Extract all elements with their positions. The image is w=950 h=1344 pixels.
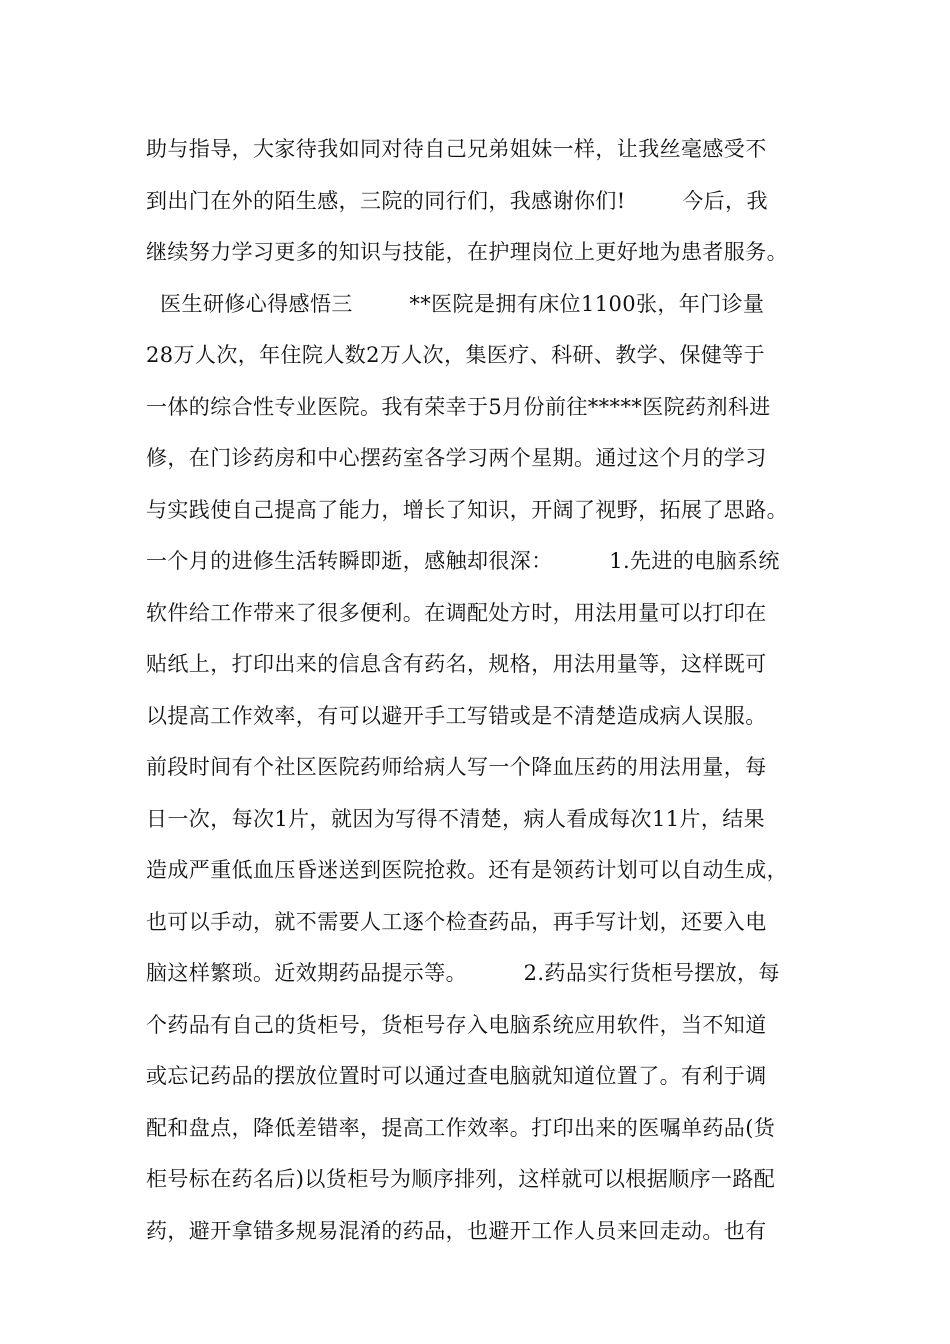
text-line: 28万人次，年住院人数2万人次，集医疗、科研、教学、保健等于 [146,343,766,367]
text-line: 到出门在外的陌生感，三院的同行们，我感谢你们! 今后，我 [146,188,768,213]
text-line: 一个月的进修生活转瞬即逝，感触却很深： 1.先进的电脑系统 [146,549,780,573]
text-line: 个药品有自己的货柜号，货柜号存入电脑系统应用软件，当不知道 [146,1012,767,1037]
text-line: 前段时间有个社区医院药师给病人写一个降血压药的用法用量，每 [146,755,767,779]
text-line: 或忘记药品的摆放位置时可以通过查电脑就知道位置了。有利于调 [146,1064,767,1088]
text-line: 也可以手动，就不需要人工逐个检查药品，再手写计划，还要入电 [146,909,767,934]
text-line: 与实践使自己提高了能力，增长了知识，开阔了视野，拓展了思路。 [146,497,788,522]
text-line: 一体的综合性专业医院。我有荣幸于5月份前往*****医院药剂科进 [146,394,771,419]
text-line: 继续努力学习更多的知识与技能，在护理岗位上更好地为患者服务。 [146,240,788,264]
text-line: 日一次，每次1片，就因为写得不清楚，病人看成每次11片，结果 [146,806,766,831]
text-line: 助与指导，大家待我如同对待自己兄弟姐妹一样，让我丝毫感受不 [146,137,767,161]
text-line: 贴纸上，打印出来的信息含有药名，规格，用法用量等，这样既可 [146,652,767,676]
body-text [146,124,836,1257]
text-line: 柜号标在药名后)以货柜号为顺序排列，这样就可以根据顺序一路配 [146,1167,776,1191]
text-line: 脑这样繁琐。近效期药品提示等。 2.药品实行货柜号摆放，每 [146,961,780,985]
text-line: 修，在门诊药房和中心摆药室各学习两个星期。通过这个月的学习 [146,446,767,470]
text-line: 造成严重低血压昏迷送到医院抢救。还有是领药计划可以自动生成， [146,858,788,882]
text-line: 医生研修心得感悟三 **医院是拥有床位1100张，年门诊量 [146,291,765,316]
text-line: 配和盘点，降低差错率，提高工作效率。打印出来的医嘱单药品(货 [146,1115,776,1140]
text-line: 软件给工作带来了很多便利。在调配处方时，用法用量可以打印在 [146,600,767,625]
text-line: 药，避开拿错多规易混淆的药品，也避开工作人员来回走动。也有 [146,1218,767,1243]
text-line: 以提高工作效率，有可以避开手工写错或是不清楚造成病人误服。 [146,703,767,728]
